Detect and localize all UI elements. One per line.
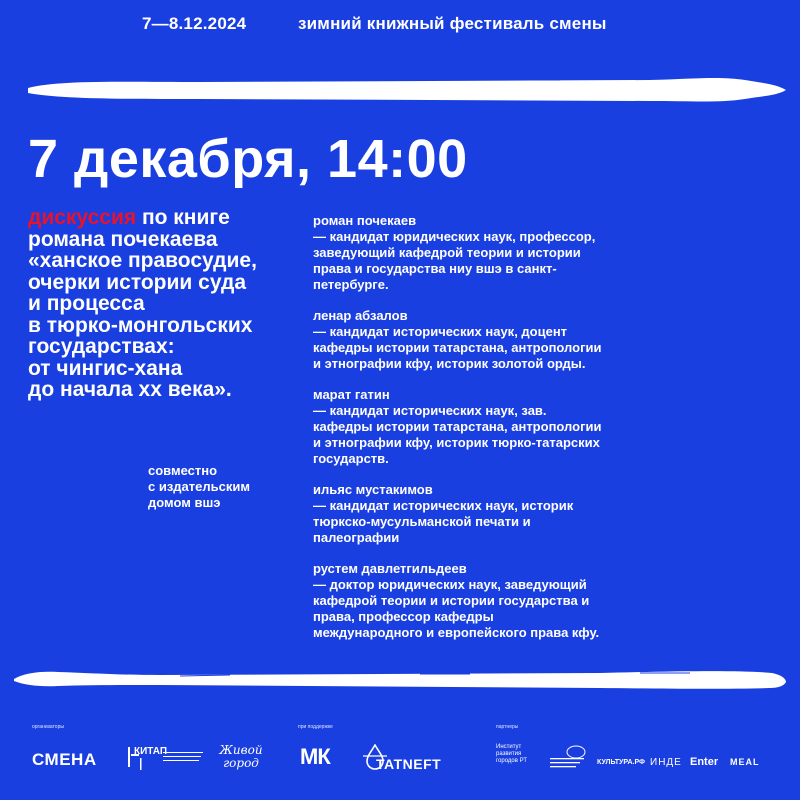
discussion-line: «ханское правосудие, [28,249,257,272]
discussion-line: государствах: [28,335,175,358]
discussion-line: и процесса [28,292,145,315]
meal-logo: МЕАL [730,757,760,767]
drumstick-bottom-graphic [0,655,800,703]
speaker-bio-line: петербурге. [313,277,389,292]
speaker-bio-line: — кандидат исторических наук, зав. [313,403,547,418]
kitap-logo-text: КИТАП [134,746,168,757]
speaker-name: роман почекаев [313,213,417,228]
speaker-bio-line: — кандидат исторических наук, доцент [313,324,568,339]
speaker-bio-line: кафедры истории татарстана, антропологии [313,340,602,355]
copublisher-note [148,463,250,511]
speaker-entry [313,561,793,641]
festival-dates: 7—8.12.2024 [142,14,247,33]
speaker-bio-line: и этнографии кфу, историк тюрко-татарских [313,435,600,450]
speaker-bio-line: заведующий кафедрой теории и истории [313,245,581,260]
discussion-line: от чингис-хана [28,356,183,380]
discussion-first-line [28,207,313,229]
speakers-list [313,213,793,656]
organizers-label: организаторы [32,724,64,730]
discussion-accent-word: дискуссия [28,206,137,229]
speaker-name: ленар абзалов [313,308,408,323]
support-label: при поддержке [298,724,333,730]
discussion-line: в тюрко-монгольских [28,313,253,337]
partners-footer [0,722,800,792]
institute-logo: Институт развития городов РТ [496,744,528,764]
kitap-logo [128,744,206,772]
partners-label: партнеры [496,724,519,730]
smena-logo: СМЕНА [32,750,97,769]
enter-logo: Enter [690,756,719,768]
silver-rain-logo-mark [550,744,588,770]
drumstick-top-graphic [0,68,800,112]
discussion-line: романа почекаева [28,227,218,251]
speaker-name: марат гатин [313,387,390,402]
copublisher-line: домом вшэ [148,495,221,510]
speaker-bio-line: международного и европейского права кфу. [313,625,600,640]
speaker-entry [313,482,793,546]
copublisher-line: с издательским [148,479,250,494]
speaker-entry [313,213,793,293]
speaker-bio-line: кафедры истории татарстана, антропологии [313,419,602,434]
speaker-bio-line: государств. [313,451,389,466]
kultura-logo: КУЛЬТУРА.РФ [597,759,646,766]
speaker-bio-line: — кандидат юридических наук, профессор, [313,229,596,244]
speaker-bio-line: палеографии [313,530,400,545]
speaker-bio-line: и этнографии кфу, историк золотой орды. [313,356,586,371]
speaker-entry [313,308,793,372]
discussion-description [28,207,313,401]
silver-rain-logo [550,744,588,770]
inde-logo: ИНДЕ [650,757,682,768]
discussion-line: очерки истории суда [28,270,247,294]
speaker-bio-line: — доктор юридических наук, заведующий [313,577,587,592]
mk-logo: МК [300,744,330,769]
speaker-bio-line: права, профессор кафедры [313,609,494,624]
event-date-time: 7 декабря, 14:00 [28,129,468,189]
speaker-bio-line: тюркско-мусульманской печати и [313,514,531,529]
speaker-bio-line: права и государства ниу вшэ в санкт- [313,261,557,276]
speaker-name: рустем давлетгильдеев [313,561,467,576]
copublisher-line: совместно [148,463,218,478]
speaker-bio-line: — кандидат исторических наук, историк [313,498,574,513]
tatneft-logo: TATNEFT [376,756,442,772]
zhivoy-gorod-logo: Живой город [219,743,263,770]
speaker-name: ильяс мустакимов [313,482,433,497]
festival-title: зимний книжный фестиваль смены [298,14,607,33]
discussion-first-line-rest: по книге [136,206,230,229]
discussion-line: до начала xx века». [28,378,232,401]
speaker-bio-line: кафедрой теории и истории государства и [313,593,590,608]
speaker-entry [313,387,793,467]
